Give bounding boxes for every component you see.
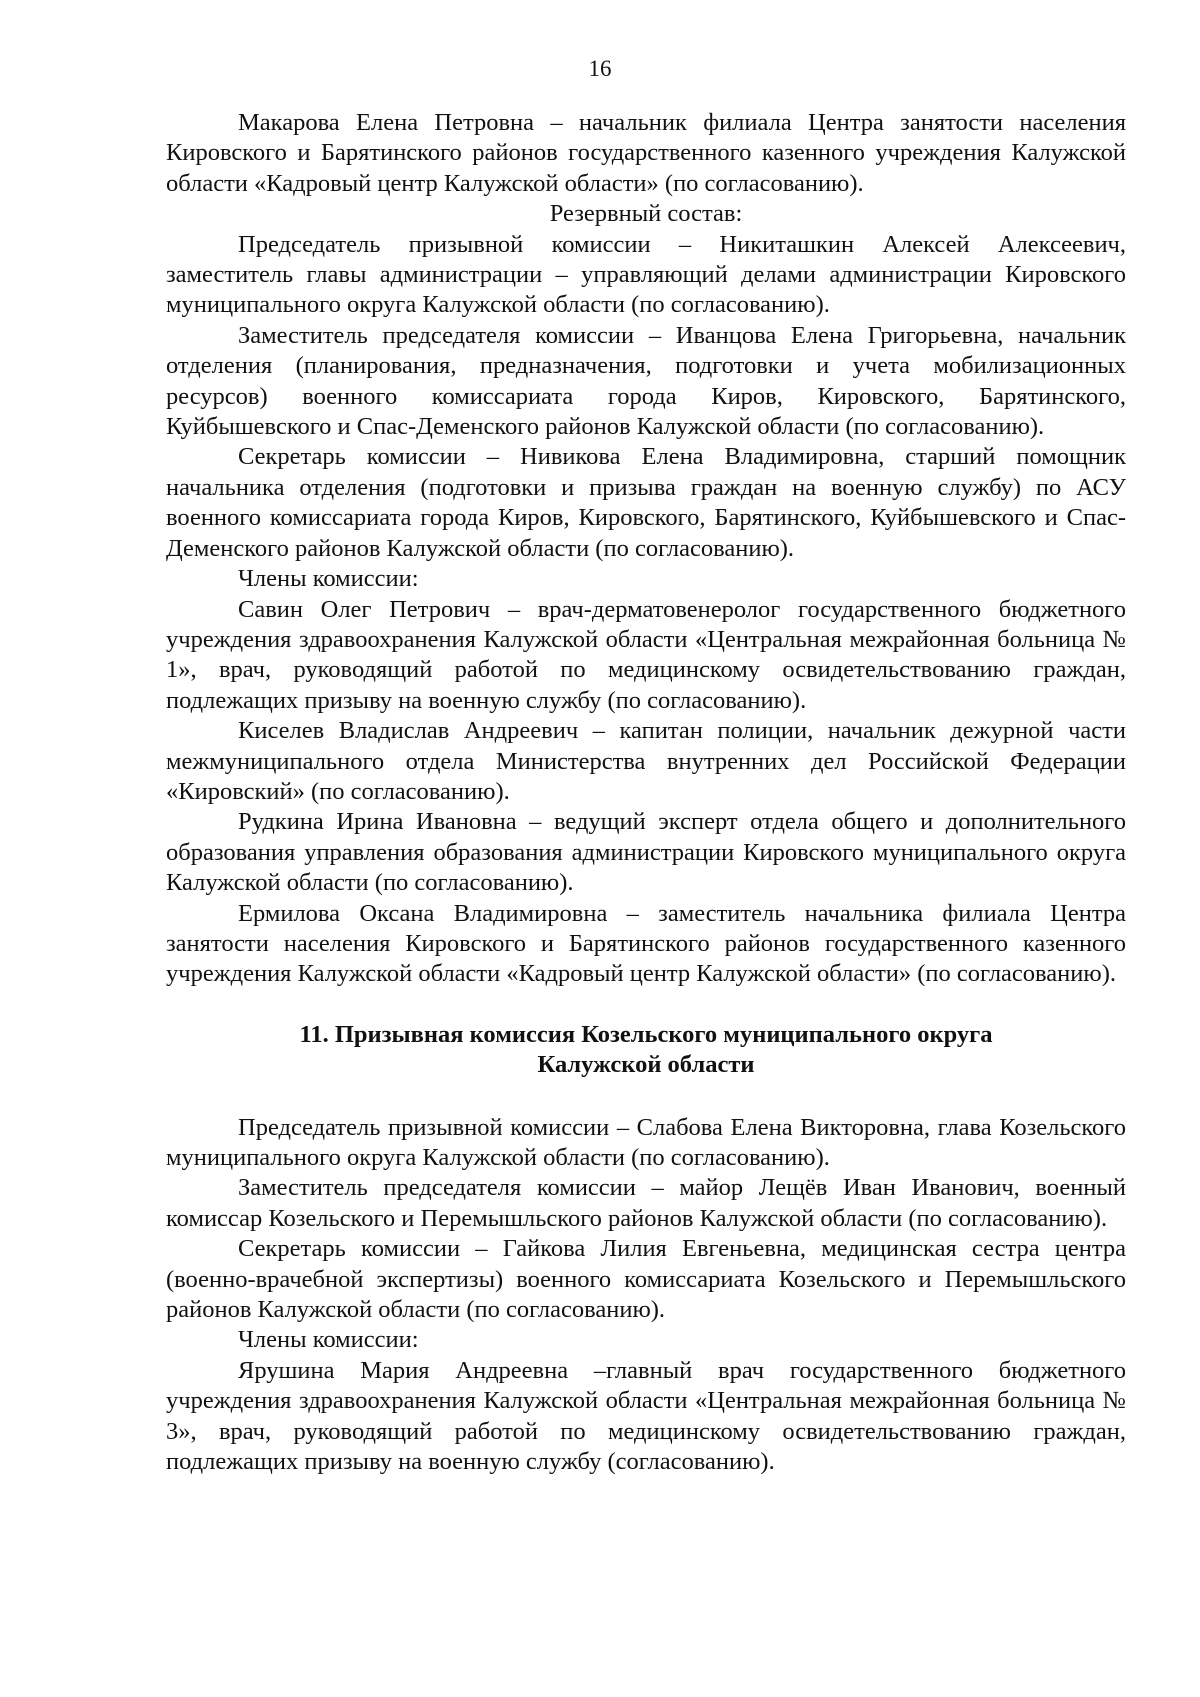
paragraph-secretary-reserve: Секретарь комиссии – Нивикова Елена Владимировна, старший помощник начальника отделения (подготовки и призыва граждан на военную службу) по АСУ военного комиссариата города Киров, Кировского, Барятинского, Куйбышевского и Спас-Деменского районов Калужской области (по согласованию). — [166, 443, 1126, 562]
section-title — [166, 1020, 1126, 1081]
paragraph-ermilova: Ермилова Оксана Владимировна – заместитель начальника филиала Центра занятости населения Кировского и Барятинского районов государственного казенного учреждения Калужской области «Кадровый центр Калужской области» (по согласованию). — [166, 899, 1126, 988]
reserve-heading: Резервный состав: — [549, 200, 743, 228]
paragraph-yarushina: Ярушина Мария Андреевна –главный врач государственного бюджетного учреждения здравоохранения Калужской области «Центральная межрайонная больница № 3», врач, руководящий работой по медицинскому освидетельствованию граждан, подлежащих призыву на военную службу (согласованию). — [166, 1356, 1126, 1476]
section-title-line-2: Калужской области — [537, 1051, 755, 1079]
paragraph-deputy-reserve: Заместитель председателя комиссии – Иванцова Елена Григорьевна, начальник отделения (планирования, предназначения, подготовки и учета мобилизационных ресурсов) военного комиссариата города Киров, Кировского, Барятинского, Куйбышевского и Спас-Деменского районов Калужской области (по согласованию). — [166, 321, 1126, 441]
document-body — [166, 108, 1126, 1477]
section-title-line-1: 11. Призывная комиссия Козельского муниципального округа — [299, 1020, 993, 1048]
members-heading-reserve: Члены комиссии: — [238, 565, 419, 593]
page-number: 16 — [588, 56, 612, 81]
paragraph-makarova: Макарова Елена Петровна – начальник филиала Центра занятости населения Кировского и Барятинского районов государственного казенного учреждения Калужской области «Кадровый центр Калужской области» (по согласованию). — [166, 109, 1126, 197]
spacer — [166, 990, 1126, 1020]
paragraph-rudkina: Рудкина Ирина Ивановна – ведущий эксперт отдела общего и дополнительного образования управления образования администрации Кировского муниципального округа Калужской области (по согласованию). — [166, 808, 1126, 897]
spacer — [166, 1081, 1126, 1113]
paragraph-savin: Савин Олег Петрович – врач-дерматовенеролог государственного бюджетного учреждения здравоохранения Калужской области «Центральная межрайонная больница № 1», врач, руководящий работой по медицинскому освидетельствованию граждан, подлежащих призыву на военную службу (по согласованию). — [166, 595, 1126, 714]
paragraph-kiselev: Киселев Владислав Андреевич – капитан полиции, начальник дежурной части межмуниципального отдела Министерства внутренних дел Российской Федерации «Кировский» (по согласованию). — [166, 717, 1126, 805]
paragraph-gaikova: Секретарь комиссии – Гайкова Лилия Евгеньевна, медицинская сестра центра (военно-врачебной экспертизы) военного комиссариата Козельского и Перемышльского районов Калужской области (по согласованию). — [166, 1235, 1126, 1324]
paragraph-leschev: Заместитель председателя комиссии – майор Лещёв Иван Иванович, военный комиссар Козельского и Перемышльского районов Калужской области (по согласованию). — [166, 1174, 1126, 1232]
members-heading-kozelsk: Члены комиссии: — [238, 1326, 419, 1354]
paragraph-chairman-reserve: Председатель призывной комиссии – Никиташкин Алексей Алексеевич, заместитель главы администрации – управляющий делами администрации Кировского муниципального округа Калужской области (по согласованию). — [166, 230, 1126, 319]
paragraph-slabova: Председатель призывной комиссии – Слабова Елена Викторовна, глава Козельского муниципального округа Калужской области (по согласованию). — [166, 1113, 1126, 1171]
